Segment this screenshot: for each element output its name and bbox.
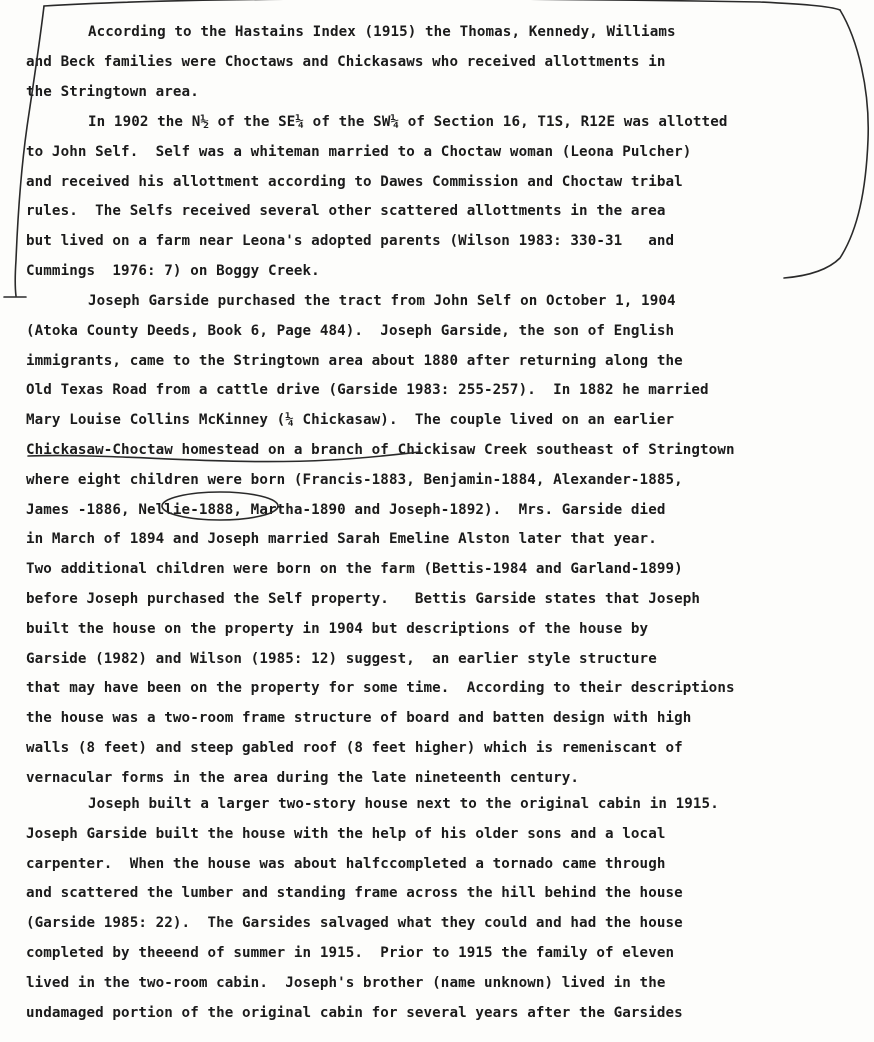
- text-line: In 1902 the N½ of the SE¼ of the SW¼ of Section 16, T1S, R12E was allotted: [88, 114, 728, 130]
- text-line: where eight children were born (Francis-1883, Benjamin-1884, Alexander-1885,: [26, 471, 683, 488]
- text-line: Chickasaw-Choctaw homestead on a branch of Chickisaw Creek southeast of Stringtown: [26, 441, 735, 458]
- paragraph-3: [26, 287, 862, 794]
- paragraph-2: [26, 108, 862, 287]
- text-line: Joseph built a larger two-story house next to the original cabin in 1915.: [88, 796, 719, 812]
- text-line: According to the Hastains Index (1915) the Thomas, Kennedy, Williams: [88, 24, 676, 40]
- text-line: immigrants, came to the Stringtown area about 1880 after returning along the: [26, 352, 683, 369]
- text-line: James -1886, Nellie-1888, Martha-1890 and Joseph-1892). Mrs. Garside died: [26, 501, 666, 518]
- text-line: Joseph Garside built the house with the help of his older sons and a local: [26, 825, 666, 842]
- paragraph-4: [26, 790, 862, 1028]
- text-line: rules. The Selfs received several other scattered allottments in the area: [26, 203, 666, 220]
- text-line: to John Self. Self was a whiteman married to a Choctaw woman (Leona Pulcher): [26, 143, 692, 160]
- text-line: and received his allottment according to Dawes Commission and Choctaw tribal: [26, 173, 683, 190]
- text-line: Two additional children were born on the farm (Bettis-1984 and Garland-1899): [26, 561, 683, 578]
- text-line: Old Texas Road from a cattle drive (Garside 1983: 255-257). In 1882 he married: [26, 382, 709, 399]
- text-line: in March of 1894 and Joseph married Sarah Emeline Alston later that year.: [26, 531, 657, 548]
- text-line: (Garside 1985: 22). The Garsides salvaged what they could and had the house: [26, 915, 683, 932]
- text-line: and Beck families were Choctaws and Chickasaws who received allottments in: [26, 53, 666, 70]
- text-line: completed by theeend of summer in 1915. Prior to 1915 the family of eleven: [26, 944, 675, 961]
- text-line: the Stringtown area.: [26, 83, 199, 100]
- text-line: Joseph Garside purchased the tract from John Self on October 1, 1904: [88, 293, 676, 309]
- text-line: Mary Louise Collins McKinney (¼ Chickasaw). The couple lived on an earlier: [26, 412, 675, 429]
- text-line: undamaged portion of the original cabin for several years after the Garsides: [26, 1004, 683, 1021]
- text-line: Garside (1982) and Wilson (1985: 12) suggest, an earlier style structure: [26, 650, 657, 667]
- text-line: vernacular forms in the area during the late nineteenth century.: [26, 769, 580, 786]
- text-line: before Joseph purchased the Self property. Bettis Garside states that Joseph: [26, 590, 701, 607]
- text-line: built the house on the property in 1904 but descriptions of the house by: [26, 620, 649, 637]
- text-line: but lived on a farm near Leona's adopted parents (Wilson 1983: 330-31 and: [26, 233, 675, 250]
- text-line: Cummings 1976: 7) on Boggy Creek.: [26, 262, 320, 279]
- text-line: lived in the two-room cabin. Joseph's brother (name unknown) lived in the: [26, 974, 666, 991]
- encircle-top-mark: [44, 0, 840, 10]
- text-line: and scattered the lumber and standing frame across the hill behind the house: [26, 885, 683, 902]
- text-line: the house was a two-room frame structure of board and batten design with high: [26, 710, 692, 727]
- text-line: walls (8 feet) and steep gabled roof (8 feet higher) which is remeniscant of: [26, 739, 683, 756]
- text-line: that may have been on the property for some time. According to their descriptions: [26, 680, 735, 697]
- paragraph-1: [26, 18, 862, 107]
- text-line: carpenter. When the house was about halfccompleted a tornado came through: [26, 855, 666, 872]
- text-line: (Atoka County Deeds, Book 6, Page 484). Joseph Garside, the son of English: [26, 322, 675, 339]
